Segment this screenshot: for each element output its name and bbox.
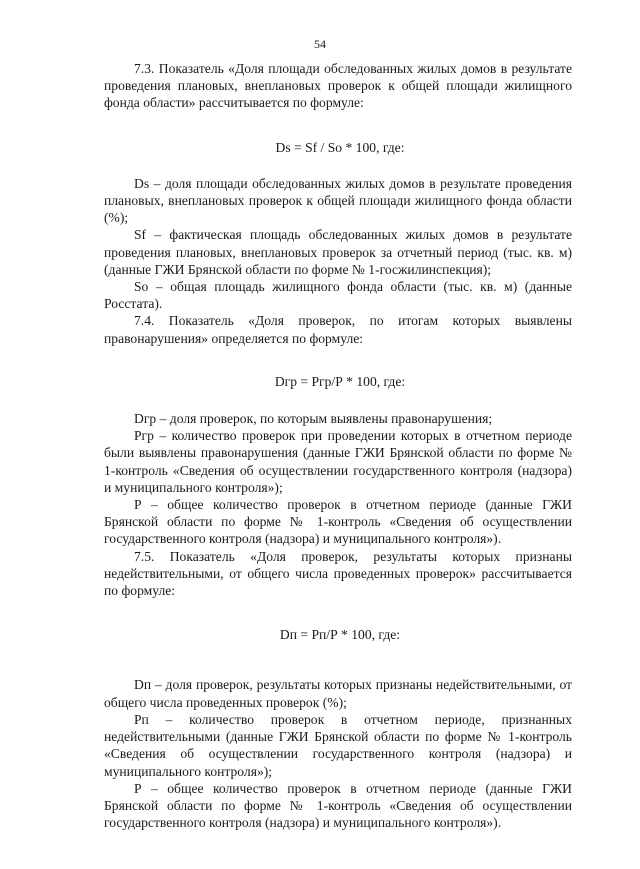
definition-p-second: Р – общее количество проверок в отчетном периоде (данные ГЖИ Брянской области по форме № 1-контроль «Сведения об осуществлении государственного контроля (надзора) и муниципального контроля»). (104, 780, 572, 831)
paragraph-7-4: 7.4. Показатель «Доля проверок, по итогам которых выявлены правонарушения» определяется по формуле: (104, 313, 572, 346)
formula-dn: Dп = Рп/Р * 100, где: (279, 627, 401, 643)
definition-so: So – общая площадь жилищного фонда области (тыс. кв. м) (данные Росстата). (104, 279, 572, 312)
paragraph-7-5: 7.5. Показатель «Доля проверок, результаты которых признаны недействительными, от общего числа проведенных проверок» рассчитывается по формуле: (104, 548, 572, 599)
formula-dgr: Dгр = Ргр/Р * 100, где: (274, 373, 406, 389)
paragraph-7-3: 7.3. Показатель «Доля площади обследованных жилых домов в результате проведения плановых, внеплановых проверок к общей площади жилищного фонда области» рассчитывается по формуле: (104, 61, 572, 111)
definition-ds: Ds – доля площади обследованных жилых домов в результате проведения плановых, внеплановых проверок к общей площади жилищного фонда области (%); (104, 175, 572, 226)
document-body (104, 60, 572, 831)
definition-sf: Sf – фактическая площадь обследованных жилых домов в результате проведения плановых, внеплановых проверок за отчетный период (тыс. кв. м) (данные ГЖИ Брянской области по форме № 1-госжилинспекция); (104, 227, 572, 277)
page-number: 54 (314, 37, 326, 51)
definition-pn: Рп – количество проверок в отчетном периоде, признанных недействительными (данные ГЖИ Брянской области по форме № 1-контроль «Сведения об осуществлении государственного контроля (надзора) и муниципального контроля»); (104, 711, 572, 779)
definition-dgr: Dгр – доля проверок, по которым выявлены правонарушения; (134, 411, 493, 427)
definition-p-first: Р – общее количество проверок в отчетном периоде (данные ГЖИ Брянской области по форме № 1-контроль «Сведения об осуществлении государственного контроля (надзора) и муниципального контроля»). (104, 497, 572, 547)
formula-ds: Ds = Sf / So * 100, где: (275, 139, 405, 155)
definition-dn: Dп – доля проверок, результаты которых признаны недействительными, от общего числа проведенных проверок (%); (104, 677, 572, 710)
definition-pgr: Ргр – количество проверок при проведении которых в отчетном периоде были выявлены правонарушения (данные ГЖИ Брянской области по форме № 1-контроль «Сведения об осуществлении государственного контроля (надзора) и муниципального контроля»); (104, 428, 572, 495)
